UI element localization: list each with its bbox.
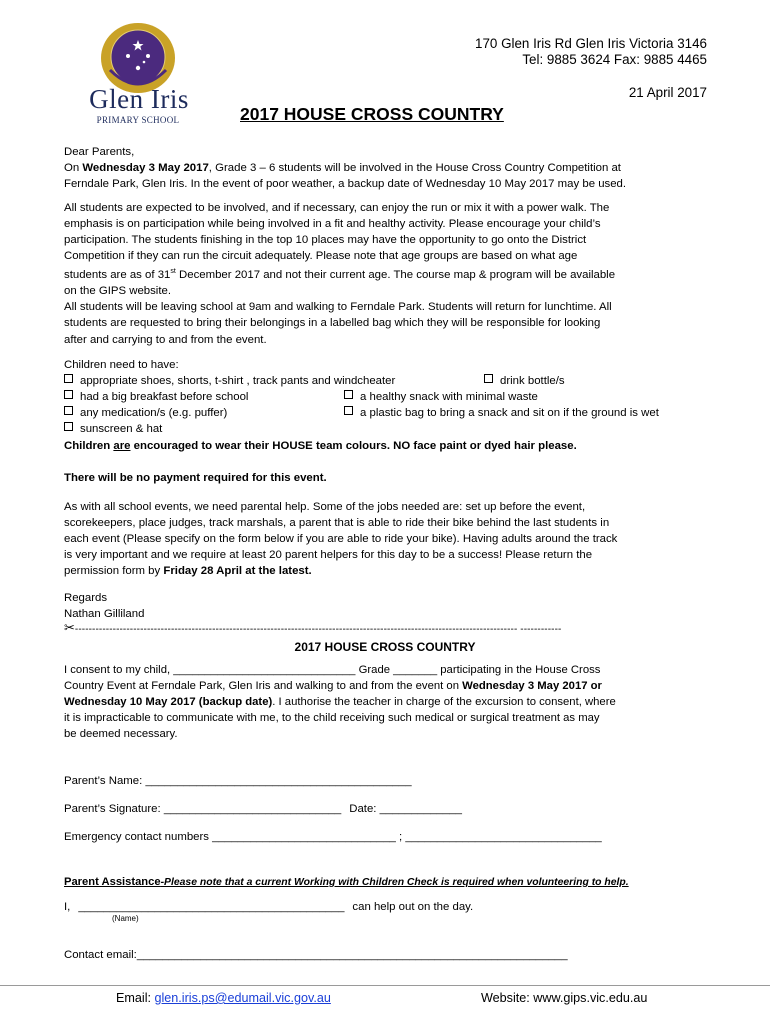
need-item: had a big breakfast before school [64,389,248,405]
checkbox-icon [64,390,73,399]
consent-line: Country Event at Ferndale Park, Glen Iris and walking to and from the event on Wednesday 3 May 2017 or [64,680,602,693]
event-date: Wednesday 3 May 2017 [82,162,209,175]
house-colours-note: Children are encouraged to wear their HOUSE team colours. NO face paint or dyed hair please. [64,440,577,452]
paragraph-line: participation. The students finishing in the top 10 places may have the opportunity to go onto the District [64,234,587,247]
parental-help-paragraph [64,499,714,579]
paragraph-line: All students will be leaving school at 9am and walking to Ferndale Park. Students will return for lunchtime. All [64,301,612,314]
email-link[interactable]: glen.iris.ps@edumail.vic.gov.au [154,991,331,1005]
need-heading: Children need to have: [64,359,179,371]
emergency-contact-field-1[interactable]: _____________________________ [212,831,396,843]
checkbox-icon [64,422,73,431]
consent-line: be deemed necessary. [64,728,178,741]
intro-line-1: On Wednesday 3 May 2017, Grade 3 – 6 students will be involved in the House Cross Country Competition at [64,162,621,175]
checkbox-icon [344,406,353,415]
paragraph-line: on the GIPS website. [64,285,172,298]
logo-school-subtitle: PRIMARY SCHOOL [96,115,180,125]
letter-date: 21 April 2017 [628,85,707,100]
regards: Regards [64,592,108,604]
page-title: 2017 HOUSE CROSS COUNTRY [240,104,504,124]
emergency-contact-field-2[interactable]: _______________________________ [405,831,602,843]
footer-website: Website: www.gips.vic.edu.au [481,991,648,1005]
signatory-name: Nathan Gilliland [64,608,145,620]
checkbox-icon [64,374,73,383]
date-field[interactable]: _____________ [379,803,462,815]
school-logo [84,12,192,130]
parent-name-row: Parent’s Name: __________________________________________ [64,775,412,787]
footer-divider [0,985,770,986]
consent-line: I consent to my child, _____________________________ Grade _______ participating in the House Cross [64,664,601,676]
consent-line: Wednesday 10 May 2017 (backup date). I authorise the teacher in charge of the excursion to consent, where [64,696,616,709]
checkbox-icon [64,406,73,415]
paragraph-line: after and carrying to and from the event. [64,333,267,346]
logo-school-name: Glen Iris [89,84,189,114]
signature-field[interactable]: ____________________________ [163,803,342,815]
footer-email: Email: glen.iris.ps@edumail.vic.gov.au [116,991,331,1005]
return-deadline: Friday 28 April at the latest. [163,565,312,578]
need-item: a plastic bag to bring a snack and sit on if the ground is wet [344,405,659,421]
consent-paragraph [64,662,724,742]
need-item: a healthy snack with minimal waste [344,389,538,405]
cut-dashes: --------------------------------------------------------------------------------------------------------------------------------- ------------ [74,624,562,635]
paragraph-line: As with all school events, we need parental help. Some of the jobs needed are: set up before the event, [64,501,586,513]
participation-paragraph [64,200,714,348]
emergency-row: Emergency contact numbers _____________________________ ; _______________________________ [64,831,602,843]
paragraph-line: students are as of 31st December 2017 and not their current age. The course map & program will be available [64,268,616,282]
grade-field[interactable]: _______ [393,664,438,676]
school-address: 170 Glen Iris Rd Glen Iris Victoria 3146 [475,36,707,51]
signature-row: Parent’s Signature: ____________________________ Date: _____________ [64,803,462,815]
school-phone-fax: Tel: 9885 3624 Fax: 9885 4465 [522,52,707,67]
child-name-field[interactable]: _____________________________ [173,664,356,676]
need-item: drink bottle/s [484,373,565,389]
parent-assistance-heading: Parent Assistance-Please note that a current Working with Children Check is required when volunteering to help. [64,876,629,888]
paragraph-line: students are requested to bring their belongings in a labelled bag which they will be responsible for looking [64,317,601,330]
form-title: 2017 HOUSE CROSS COUNTRY [294,640,476,654]
intro-line-2: Ferndale Park, Glen Iris. In the event of poor weather, a backup date of Wednesday 10 May 2017 may be used. [64,178,627,191]
paragraph-line: Competition if they can run the circuit adequately. Please note that age groups are based on what age [64,250,578,263]
scissors-icon: ✂ [64,620,75,635]
helper-name-field[interactable]: __________________________________________ [78,901,345,913]
cut-line [64,621,561,637]
paragraph-line: emphasis is on participation while being involved in a fit and healthy activity. Please encourage your child’s [64,218,601,231]
paragraph-line: permission form by Friday 28 April at the latest. [64,565,312,578]
parent-name-field[interactable]: __________________________________________ [145,775,412,787]
greeting: Dear Parents, [64,146,135,158]
name-caption: (Name) [112,914,139,923]
checkbox-icon [484,374,493,383]
need-item: any medication/s (e.g. puffer) [64,405,227,421]
paragraph-line: is very important and we require at least 20 parent helpers for this day to be a success! Please return the [64,549,593,562]
need-item: appropriate shoes, shorts, t-shirt , track pants and windcheater [64,373,395,389]
no-payment-note: There will be no payment required for this event. [64,472,327,484]
help-row: I, __________________________________________ can help out on the day. [64,901,474,913]
checkbox-icon [344,390,353,399]
paragraph-line: All students are expected to be involved, and if necessary, can enjoy the run or mix it with a power walk. The [64,202,610,214]
letter-body [64,144,714,192]
need-item: sunscreen & hat [64,421,162,437]
contact-email-field[interactable]: ____________________________________________________________________ [136,949,568,961]
consent-line: it is impracticable to communicate with me, to the child receiving such medical or surgical treatment as may [64,712,600,725]
paragraph-line: scorekeepers, place judges, track marshals, a parent that is able to ride their bike behind the last students in [64,517,610,530]
paragraph-line: each event (Please specify on the form below if you are able to ride your bike). Having adults around the track [64,533,618,546]
contact-email-row: Contact email:____________________________________________________________________ [64,949,568,961]
